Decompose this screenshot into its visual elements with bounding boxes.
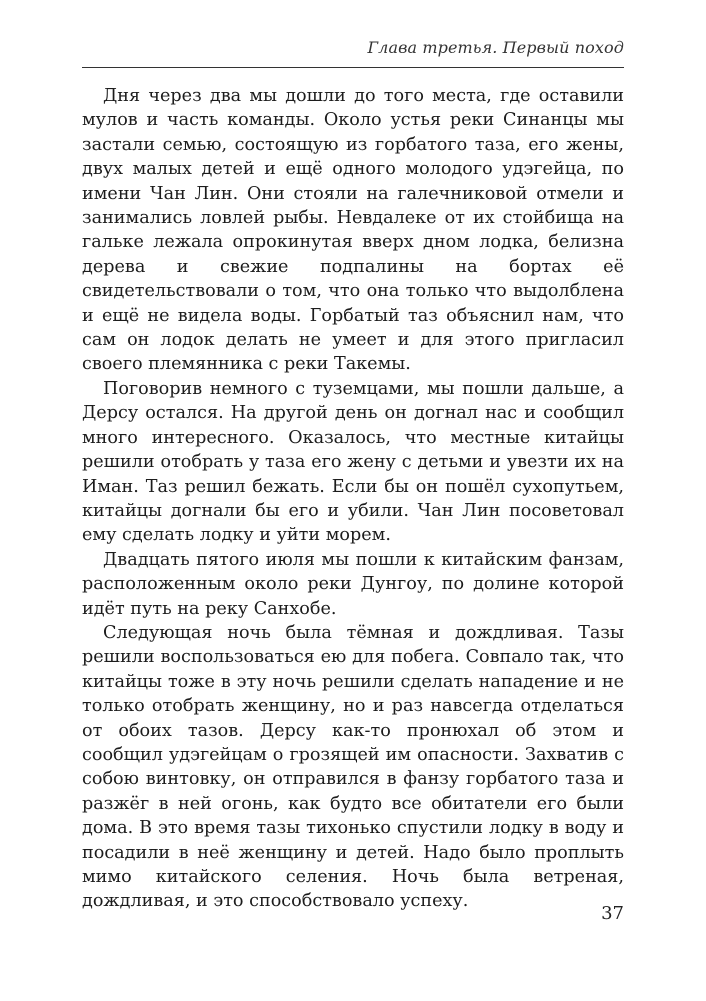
running-header: Глава третья. Первый поход (367, 38, 624, 57)
paragraph-3: Двадцать пятого июля мы пошли к китайским фанзам, расположенным около реки Дунгоу, по долине которой идёт путь на реку Санхобе. (82, 549, 624, 619)
paragraph-4: Следующая ночь была тёмная и дождливая. Тазы решили воспользоваться ею для побега. Совпало так, что китайцы тоже в эту ночь решили сделать нападение и не только отобрать женщину, но и раз навсегда отделаться от обоих тазов. Дерсу как-то пронюхал об этом и сообщил удэгейцам о грозящей им опасности. Захватив с собою винтовку, он отправился в фанзу горбатого таза и разжёг в ней огонь, как будто все обитатели его были дома. В это время тазы тихонько спустили лодку в воду и посадили в неё женщину и детей. Надо было проплыть мимо китайского селения. Ночь была ветреная, дождливая, и это способствовало успеху. (82, 622, 624, 912)
body-text (82, 84, 624, 914)
paragraph-1: Дня через два мы дошли до того места, где оставили мулов и часть команды. Около устья реки Синанцы мы застали семью, состоящую из горбатого таза, его жены, двух малых детей и ещё одного молодого удэгейца, по имени Чан Лин. Они стояли на галечниковой отмели и занимались ловлей рыбы. Невдалеке от их стойбища на гальке лежала опрокинутая вверх дном лодка, белизна дерева и свежие подпалины на бортах её свидетельствовали о том, что она только что выдолблена и ещё не видела воды. Горбатый таз объяснил нам, что сам он лодок делать не умеет и для этого пригласил своего племянника с реки Такемы. (82, 86, 624, 375)
paragraph-2: Поговорив немного с туземцами, мы пошли дальше, а Дерсу остался. На другой день он догнал нас и сообщил много интересного. Оказалось, что местные китайцы решили отобрать у таза его жену с детьми и увезти их на Иман. Таз решил бежать. Если бы он пошёл сухопутьем, китайцы догнали бы его и убили. Чан Лин посоветовал ему сделать лодку и уйти морем. (82, 378, 624, 546)
header-rule (82, 67, 624, 68)
page-number: 37 (601, 903, 624, 924)
